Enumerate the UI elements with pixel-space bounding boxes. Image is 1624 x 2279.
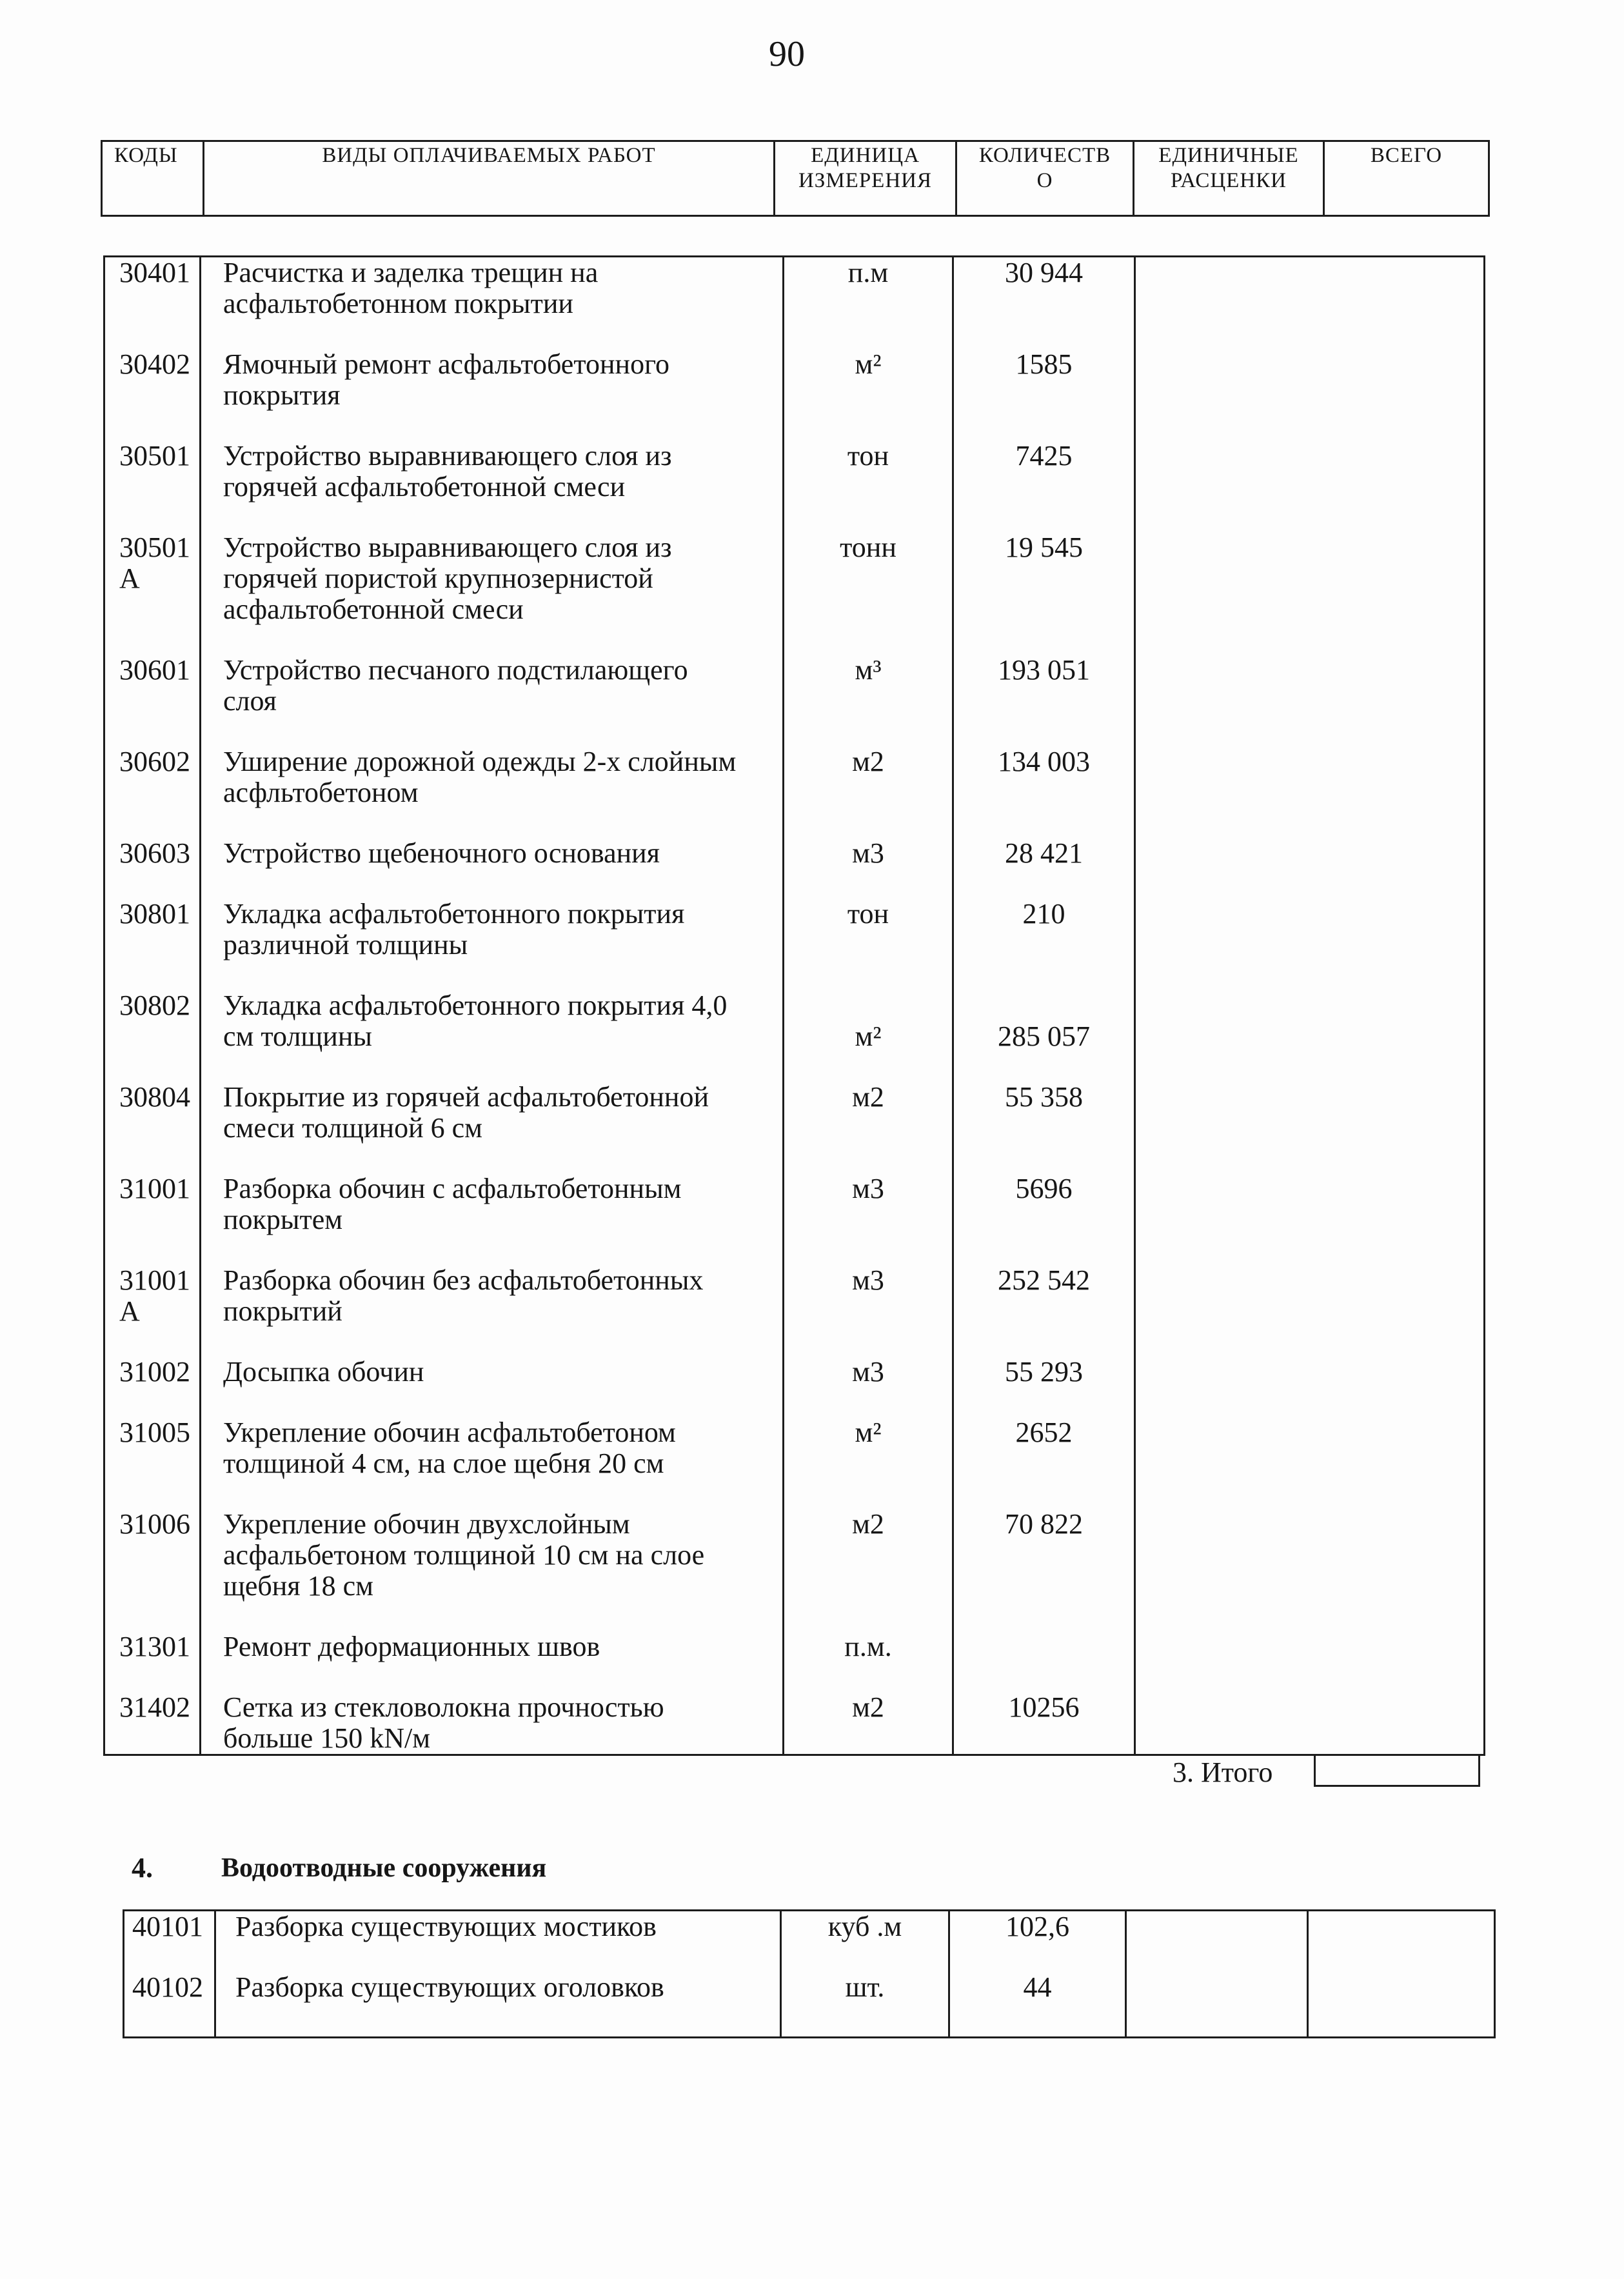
quantity: 70 822 (953, 1509, 1135, 1631)
work-code: 31005 (104, 1417, 201, 1509)
total-cell (1308, 1911, 1495, 1973)
page-number: 90 (769, 34, 805, 74)
work-description: Расчистка и заделка трещин на асфальтобетонном покрытии (201, 257, 784, 350)
work-code: 30804 (104, 1082, 201, 1173)
work-description: Ямочный ремонт асфальтобетонного покрытия (201, 349, 784, 441)
quantity: 28 421 (953, 838, 1135, 899)
table-row (104, 349, 1485, 441)
quantity (953, 1631, 1135, 1692)
work-description: Устройство песчаного подстилающего слоя (201, 655, 784, 746)
unit-of-measure: м² (784, 1417, 953, 1509)
unit-price-cell (1135, 1417, 1485, 1509)
table-row (104, 990, 1485, 1082)
table-row (104, 899, 1485, 990)
quantity: 19 545 (953, 532, 1135, 655)
work-code: 30402 (104, 349, 201, 441)
table-row (104, 1082, 1485, 1173)
unit-price-cell (1135, 1509, 1485, 1631)
quantity: 2652 (953, 1417, 1135, 1509)
work-code: 30501 (104, 441, 201, 532)
unit-of-measure: тонн (784, 532, 953, 655)
table-row (124, 1972, 1495, 2038)
unit-of-measure: м3 (784, 1173, 953, 1265)
unit-price-cell (1135, 655, 1485, 746)
quantity: 5696 (953, 1173, 1135, 1265)
work-code: 30601 (104, 655, 201, 746)
quantity: 10256 (953, 1692, 1135, 1755)
work-description: Досыпка обочин (201, 1357, 784, 1417)
work-code: 31001 А (104, 1265, 201, 1357)
section-4-number: 4. (132, 1852, 153, 1884)
quantity: 210 (953, 899, 1135, 990)
unit-price-cell (1135, 899, 1485, 990)
work-description: Разборка обочин без асфальтобетонных покрытий (201, 1265, 784, 1357)
header-quantity: КОЛИЧЕСТВ О (956, 141, 1134, 216)
work-code: 30802 (104, 990, 201, 1082)
unit-of-measure: м2 (784, 1692, 953, 1755)
work-code: 31002 (104, 1357, 201, 1417)
unit-of-measure: м3 (784, 1357, 953, 1417)
work-description: Разборка существующих мостиков (215, 1911, 781, 1973)
section-4-title: Водоотводные сооружения (221, 1853, 547, 1883)
quantity: 285 057 (953, 990, 1135, 1082)
quantity: 55 293 (953, 1357, 1135, 1417)
work-code: 31006 (104, 1509, 201, 1631)
unit-price-cell (1135, 1173, 1485, 1265)
quantity: 55 358 (953, 1082, 1135, 1173)
work-code: 30603 (104, 838, 201, 899)
quantity: 44 (949, 1972, 1126, 2038)
unit-of-measure: м³ (784, 655, 953, 746)
work-code: 30801 (104, 899, 201, 990)
section-4-table (123, 1909, 1496, 2038)
work-description: Устройство выравнивающего слоя из горячей асфальтобетонной смеси (201, 441, 784, 532)
total-cell (1308, 1972, 1495, 2038)
unit-of-measure: м2 (784, 1509, 953, 1631)
work-description: Устройство выравнивающего слоя из горячей пористой крупнозернистой асфальтобетонной смеси (201, 532, 784, 655)
unit-of-measure: тон (784, 899, 953, 990)
section-3-table (103, 255, 1485, 1756)
work-description: Уширение дорожной одежды 2-х слойным асфльтобетоном (201, 746, 784, 838)
unit-price-cell (1135, 1265, 1485, 1357)
unit-of-measure: м3 (784, 838, 953, 899)
work-description: Покрытие из горячей асфальтобетонной смеси толщиной 6 см (201, 1082, 784, 1173)
work-code: 40101 (124, 1911, 215, 1973)
work-description: Разборка обочин с асфальтобетонным покрытем (201, 1173, 784, 1265)
unit-of-measure: п.м. (784, 1631, 953, 1692)
unit-of-measure: шт. (781, 1972, 949, 2038)
unit-price-cell (1135, 838, 1485, 899)
unit-price-cell (1135, 1692, 1485, 1755)
table-row (104, 655, 1485, 746)
table-row (124, 1911, 1495, 1973)
table-row (104, 1265, 1485, 1357)
unit-of-measure: м2 (784, 746, 953, 838)
unit-price-cell (1135, 257, 1485, 350)
table-row (104, 1173, 1485, 1265)
table-row (104, 257, 1485, 350)
unit-of-measure: м2 (784, 1082, 953, 1173)
work-description: Ремонт деформационных швов (201, 1631, 784, 1692)
unit-of-measure: п.м (784, 257, 953, 350)
work-description: Устройство щебеночного основания (201, 838, 784, 899)
quantity: 193 051 (953, 655, 1135, 746)
unit-price-cell (1126, 1911, 1308, 1973)
header-works: ВИДЫ ОПЛАЧИВАЕМЫХ РАБОТ (204, 141, 775, 216)
column-header-table (101, 140, 1490, 217)
section-3-subtotal-label: 3. Итого (1173, 1757, 1273, 1788)
unit-price-cell (1135, 1357, 1485, 1417)
unit-of-measure: куб .м (781, 1911, 949, 1973)
unit-price-cell (1135, 1082, 1485, 1173)
quantity: 7425 (953, 441, 1135, 532)
section-3-subtotal-box (1314, 1755, 1480, 1787)
work-description: Укрепление обочин асфальтобетоном толщиной 4 см, на слое щебня 20 см (201, 1417, 784, 1509)
table-row (104, 838, 1485, 899)
unit-price-cell (1126, 1972, 1308, 2038)
table-row (104, 1631, 1485, 1692)
table-row (104, 746, 1485, 838)
work-code: 31001 (104, 1173, 201, 1265)
unit-price-cell (1135, 746, 1485, 838)
unit-of-measure: м² (784, 349, 953, 441)
work-code: 31402 (104, 1692, 201, 1755)
table-row (104, 1509, 1485, 1631)
unit-price-cell (1135, 990, 1485, 1082)
quantity: 30 944 (953, 257, 1135, 350)
work-description: Укладка асфальтобетонного покрытия 4,0 см толщины (201, 990, 784, 1082)
quantity: 1585 (953, 349, 1135, 441)
table-row (104, 1357, 1485, 1417)
work-description: Сетка из стекловолокна прочностью больше 150 kN/м (201, 1692, 784, 1755)
work-description: Укрепление обочин двухслойным асфальбетоном толщиной 10 см на слое щебня 18 см (201, 1509, 784, 1631)
unit-price-cell (1135, 441, 1485, 532)
column-header-row (102, 141, 1489, 216)
unit-price-cell (1135, 1631, 1485, 1692)
work-code: 31301 (104, 1631, 201, 1692)
work-code: 30401 (104, 257, 201, 350)
header-total: ВСЕГО (1324, 141, 1489, 216)
unit-of-measure: м² (784, 990, 953, 1082)
work-code: 30602 (104, 746, 201, 838)
quantity: 252 542 (953, 1265, 1135, 1357)
quantity: 102,6 (949, 1911, 1126, 1973)
work-description: Разборка существующих оголовков (215, 1972, 781, 2038)
unit-of-measure: м3 (784, 1265, 953, 1357)
table-row (104, 532, 1485, 655)
header-unit-prices: ЕДИНИЧНЫЕ РАСЦЕНКИ (1134, 141, 1324, 216)
work-code: 30501 А (104, 532, 201, 655)
table-row (104, 1692, 1485, 1755)
table-row (104, 441, 1485, 532)
quantity: 134 003 (953, 746, 1135, 838)
work-description: Укладка асфальтобетонного покрытия различной толщины (201, 899, 784, 990)
work-code: 40102 (124, 1972, 215, 2038)
unit-of-measure: тон (784, 441, 953, 532)
header-unit: ЕДИНИЦА ИЗМЕРЕНИЯ (775, 141, 956, 216)
unit-price-cell (1135, 349, 1485, 441)
table-row (104, 1417, 1485, 1509)
header-codes: КОДЫ (102, 141, 204, 216)
unit-price-cell (1135, 532, 1485, 655)
